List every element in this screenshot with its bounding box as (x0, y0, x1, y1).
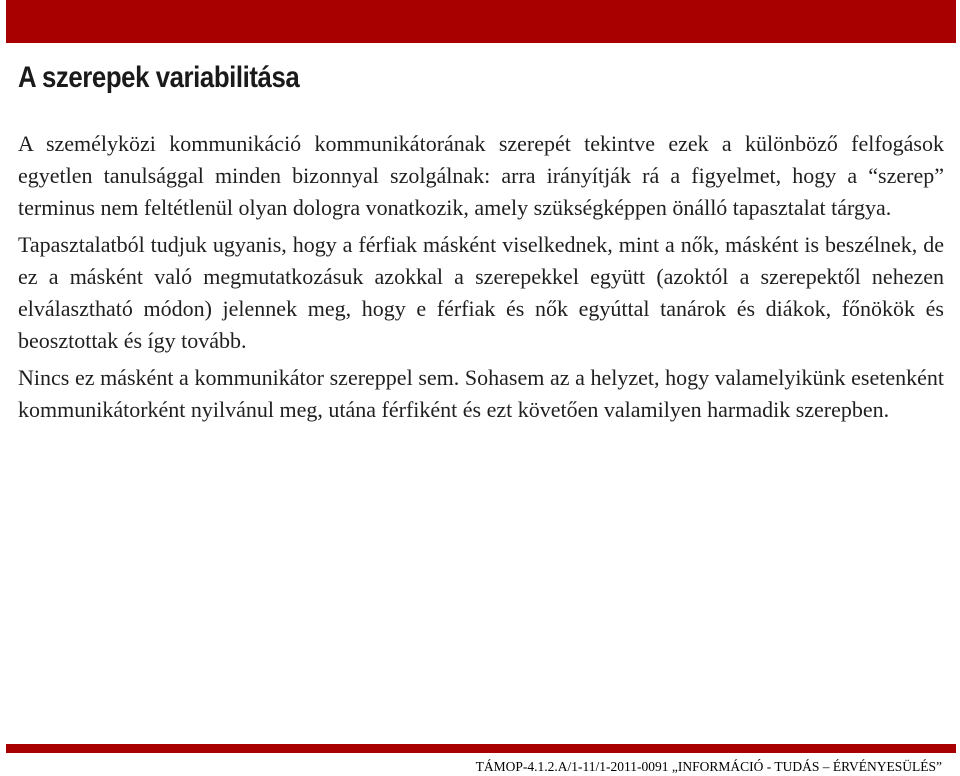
bottom-accent-bar (6, 744, 956, 753)
paragraph-1: A személyközi kommunikáció kommunikátorának szerepét tekintve ezek a különböző felfogások egyetlen tanulsággal minden bizonnyal szolgálnak: arra irányítják rá a figyelmet, hogy a “szerep” terminus nem feltétlenül olyan dologra vonatkozik, amely szükségképpen önálló tapasztalat tárgya. (18, 131, 944, 220)
slide-title: A szerepek variabilitása (18, 61, 300, 94)
footer-project-id: TÁMOP-4.1.2.A/1-11/1-2011-0091 „INFORMÁCIÓ - TUDÁS – ÉRVÉNYESÜLÉS” (475, 759, 942, 774)
paragraph-2: Tapasztalatból tudjuk ugyanis, hogy a férfiak másként viselkednek, mint a nők, másként is beszélnek, de ez a másként való megmutatkozásuk azokkal a szerepekkel együtt (azoktól a szerepektől nehezen elválasztható módon) jelennek meg, hogy e férfiak és nők egyúttal tanárok és diákok, főnökök és beosztottak és így tovább. (18, 232, 944, 353)
slide-body (18, 128, 944, 426)
top-accent-bar (6, 0, 956, 43)
paragraph-3: Nincs ez másként a kommunikátor szereppel sem. Sohasem az a helyzet, hogy valamelyikünk esetenként kommunikátorként nyilvánul meg, utána férfiként és ezt követően valamilyen harmadik szerepben. (18, 365, 944, 422)
